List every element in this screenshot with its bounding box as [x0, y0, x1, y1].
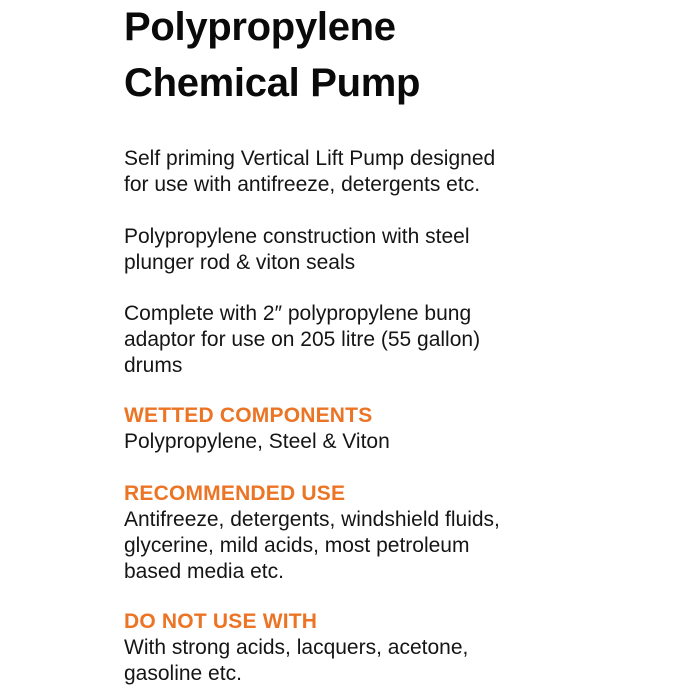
section-recommended-use [124, 481, 500, 585]
section-line: With strong acids, lacquers, acetone, [124, 636, 469, 659]
product-spec-sheet [124, 0, 684, 685]
description-paragraph-priming [124, 146, 495, 198]
product-title-line-1: Polypropylene [124, 5, 396, 49]
description-line: plunger rod & viton seals [124, 251, 356, 274]
description-paragraph-construction [124, 224, 470, 276]
description-line: drums [124, 354, 183, 377]
description-line: for use with antifreeze, detergents etc. [124, 173, 481, 196]
section-heading: RECOMMENDED USE [124, 482, 346, 505]
product-title [124, 2, 684, 108]
section-line: Antifreeze, detergents, windshield fluids, [124, 508, 500, 531]
section-heading: DO NOT USE WITH [124, 610, 318, 633]
section-line: gasoline etc. [124, 662, 242, 685]
description-line: adaptor for use on 205 litre (55 gallon) [124, 328, 481, 351]
section-wetted-components [124, 403, 390, 455]
section-line: based media etc. [124, 560, 284, 583]
description-line: Complete with 2″ polypropylene bung [124, 302, 472, 325]
section-do-not-use-with [124, 609, 468, 687]
description-paragraph-bung-adaptor [124, 301, 480, 379]
product-title-line-2: Chemical Pump [124, 61, 421, 105]
section-line: Polypropylene, Steel & Viton [124, 430, 390, 453]
description-line: Polypropylene construction with steel [124, 225, 470, 248]
description-line: Self priming Vertical Lift Pump designed [124, 147, 496, 170]
section-line: glycerine, mild acids, most petroleum [124, 534, 470, 557]
section-heading: WETTED COMPONENTS [124, 404, 373, 427]
